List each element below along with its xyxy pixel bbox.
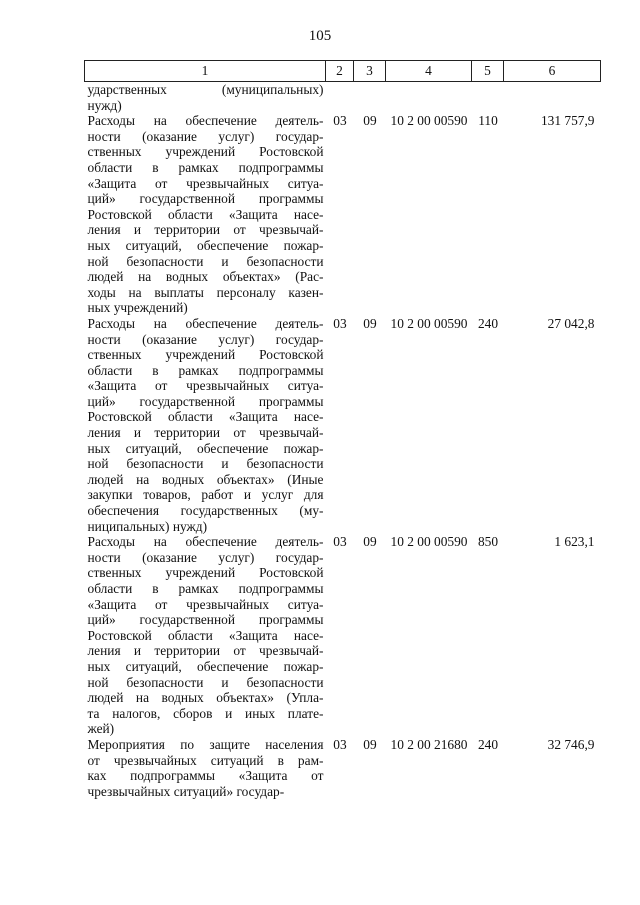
cell-target-article: 10 2 00 21680 [390, 736, 468, 752]
description-line: людей на водных объектах» (Упла- [87, 690, 324, 706]
cell-description [85, 82, 326, 114]
description-line: ной безопасности и безопасности [87, 674, 324, 690]
cell-subsection: 09 [363, 113, 377, 129]
cell-subsection [354, 82, 386, 114]
cell-amount: 1 623,1 [554, 534, 595, 550]
header-row [85, 61, 601, 82]
description-line: Расходы на обеспечение деятель- [87, 315, 324, 331]
cell-section: 03 [333, 113, 347, 129]
description-line: ления и территории от чрезвычай- [87, 643, 324, 659]
table-row [85, 113, 601, 316]
description-line: ных учреждений) [87, 300, 188, 316]
cell-amount [504, 82, 601, 114]
description-line: ления и территории от чрезвычай- [87, 222, 324, 238]
description-line: чрезвычайных ситуаций» государ- [87, 783, 285, 799]
cell-target-article [386, 82, 472, 114]
description-line: Расходы на обеспечение деятель- [87, 113, 324, 129]
description-line: ственных учреждений Ростовской [87, 144, 324, 160]
description-line: «Защита от чрезвычайных ситуа- [87, 378, 324, 394]
description-line: области в рамках подпрограммы [87, 362, 324, 378]
column-header-amount: 6 [504, 61, 601, 82]
column-header-section: 2 [326, 61, 354, 82]
cell-target-article: 10 2 00 00590 [390, 113, 468, 129]
description-line: закупки товаров, работ и услуг для [87, 487, 324, 503]
description-line: жей) [87, 721, 115, 737]
description-line: людей на водных объектах» (Иные [87, 471, 324, 487]
cell-description [85, 534, 326, 737]
description-line: Ростовской области «Защита насе- [87, 206, 324, 222]
description-line: области в рамках подпрограммы [87, 581, 324, 596]
cell-description [85, 737, 326, 799]
cell-expense-type [472, 82, 504, 114]
description-line: ных ситуаций, обеспечение пожар- [87, 237, 324, 253]
description-line: Расходы на обеспечение деятель- [87, 534, 324, 550]
column-header-subsection: 3 [354, 61, 386, 82]
description-line: от чрезвычайных ситуаций в рам- [87, 752, 324, 768]
budget-table [84, 60, 601, 799]
description-line: Мероприятия по защите населения [87, 736, 324, 752]
cell-description [85, 316, 326, 534]
cell-amount: 131 757,9 [540, 113, 595, 129]
description-line: та налогов, сборов и иных плате- [87, 705, 324, 721]
cell-section: 03 [333, 534, 347, 550]
table-row [85, 534, 601, 737]
description-line: обеспечения государственных (му- [87, 503, 324, 519]
description-line: ций» государственной программы [87, 612, 324, 628]
cell-section: 03 [333, 315, 347, 331]
description-line: ударственных (муниципальных) [87, 82, 324, 97]
cell-target-article: 10 2 00 00590 [390, 534, 468, 550]
description-line: ных ситуаций, обеспечение пожар- [87, 440, 324, 456]
cell-expense-type: 110 [478, 113, 498, 129]
cell-amount: 32 746,9 [547, 736, 595, 752]
description-line: ной безопасности и безопасности [87, 253, 324, 269]
description-line: людей на водных объектах» (Рас- [87, 269, 324, 285]
description-line: ций» государственной программы [87, 191, 324, 207]
cell-subsection: 09 [363, 315, 377, 331]
description-line: «Защита от чрезвычайных ситуа- [87, 175, 324, 191]
description-line: ных ситуаций, обеспечение пожар- [87, 658, 324, 674]
column-header-target-article: 4 [386, 61, 472, 82]
description-line: Ростовской области «Защита насе- [87, 627, 324, 643]
description-line: области в рамках подпрограммы [87, 159, 324, 175]
cell-amount: 27 042,8 [547, 315, 595, 331]
description-line: ций» государственной программы [87, 393, 324, 409]
description-line: нужд) [87, 97, 122, 113]
cell-subsection: 09 [363, 534, 377, 550]
cell-subsection: 09 [363, 736, 377, 752]
cell-target-article: 10 2 00 00590 [390, 315, 468, 331]
description-line: ности (оказание услуг) государ- [87, 128, 324, 144]
table-row [85, 737, 601, 799]
description-line: ления и территории от чрезвычай- [87, 425, 324, 441]
description-line: ственных учреждений Ростовской [87, 347, 324, 363]
cell-section [326, 82, 354, 114]
description-line: ственных учреждений Ростовской [87, 565, 324, 581]
cell-expense-type: 240 [477, 736, 499, 752]
table-row [85, 316, 601, 534]
page-number: 105 [308, 28, 332, 44]
table-header [85, 61, 601, 82]
description-line: ной безопасности и безопасности [87, 456, 324, 472]
cell-expense-type: 240 [477, 315, 499, 331]
column-header-expense-type: 5 [472, 61, 504, 82]
description-line: ках подпрограммы «Защита от [87, 768, 324, 784]
description-line: ниципальных) нужд) [87, 518, 208, 534]
description-line: Ростовской области «Защита насе- [87, 409, 324, 425]
description-line: ходы на выплаты персоналу казен- [87, 284, 324, 300]
cell-expense-type: 850 [477, 534, 499, 550]
cell-section: 03 [333, 736, 347, 752]
column-header-name: 1 [85, 61, 326, 82]
cell-description [85, 113, 326, 316]
table-row [85, 82, 601, 114]
description-line: ности (оказание услуг) государ- [87, 331, 324, 347]
table-body [85, 82, 601, 800]
description-line: «Защита от чрезвычайных ситуа- [87, 596, 324, 612]
description-line: ности (оказание услуг) государ- [87, 549, 324, 565]
